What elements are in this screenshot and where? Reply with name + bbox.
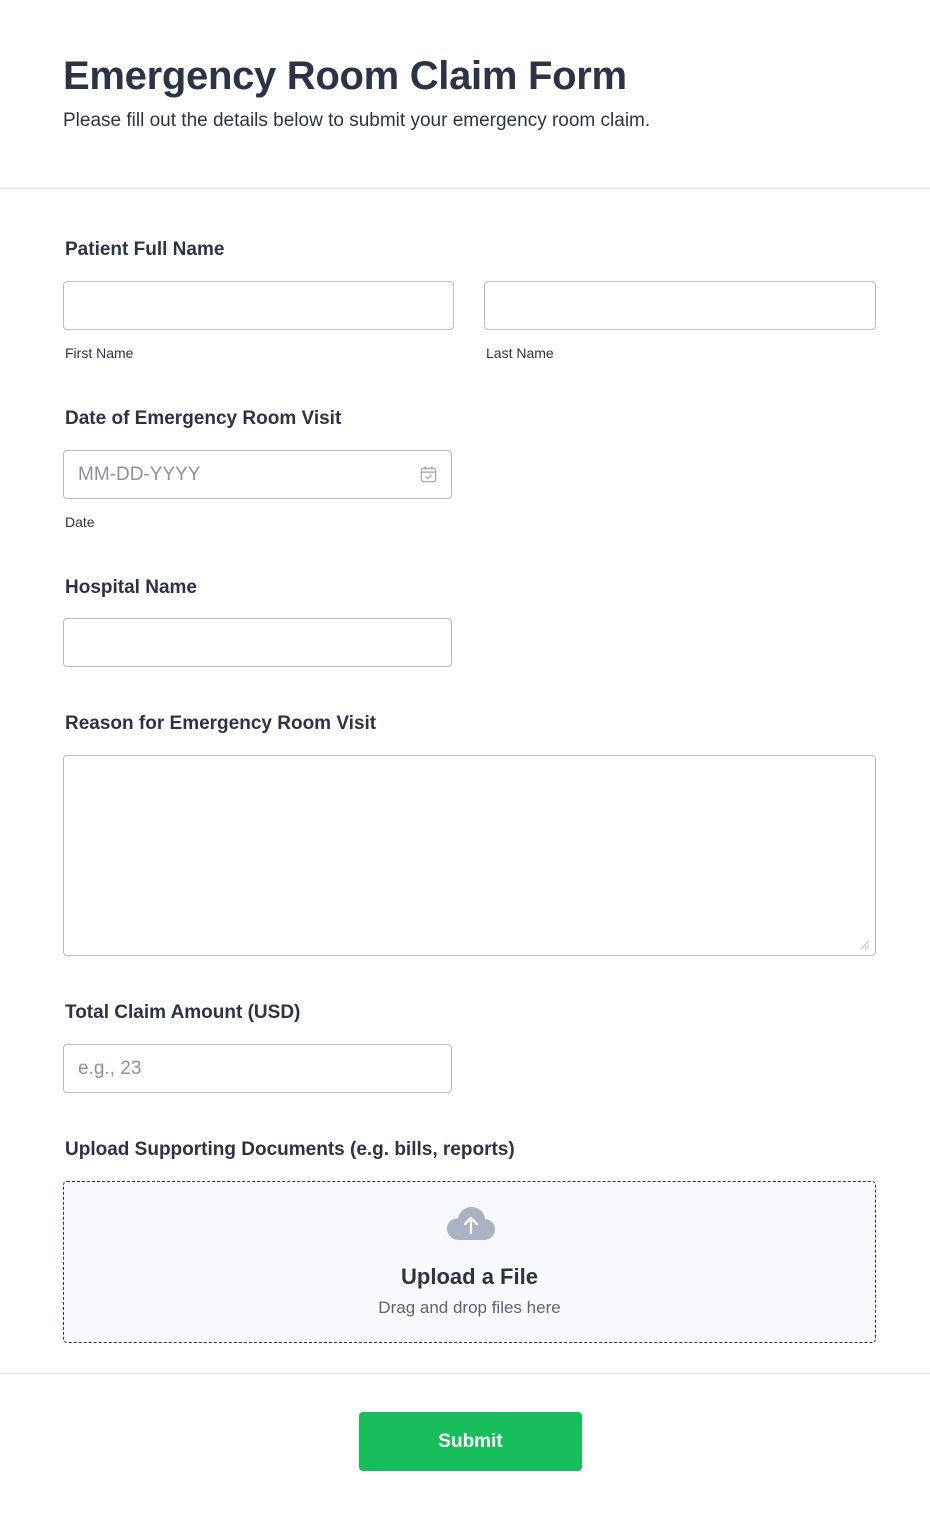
submit-button[interactable]: Submit: [359, 1412, 582, 1471]
visit-date-label: Date of Emergency Room Visit: [65, 408, 342, 429]
footer-divider: [0, 1373, 930, 1374]
first-name-sublabel: First Name: [65, 345, 134, 361]
hospital-name-input[interactable]: [63, 618, 452, 667]
calendar-icon[interactable]: [419, 465, 438, 484]
last-name-sublabel: Last Name: [486, 345, 554, 361]
form-header: [0, 0, 930, 189]
reason-label: Reason for Emergency Room Visit: [65, 713, 377, 734]
upload-title: Upload a File: [401, 1264, 538, 1289]
claim-amount-label: Total Claim Amount (USD): [65, 1002, 301, 1023]
file-upload-dropzone[interactable]: [63, 1181, 876, 1343]
first-name-input[interactable]: [63, 281, 454, 330]
claim-amount-input[interactable]: [63, 1044, 452, 1093]
cloud-upload-icon: [446, 1206, 496, 1244]
resize-grip-icon[interactable]: [858, 938, 870, 950]
patient-name-label: Patient Full Name: [65, 239, 225, 260]
upload-label: Upload Supporting Documents (e.g. bills, reports): [65, 1139, 515, 1160]
form-title: Emergency Room Claim Form: [63, 54, 627, 98]
visit-date-field: [63, 450, 452, 499]
reason-textarea[interactable]: [63, 755, 876, 956]
visit-date-input[interactable]: [63, 450, 452, 499]
last-name-input[interactable]: [484, 281, 876, 330]
visit-date-sublabel: Date: [65, 514, 95, 530]
upload-subtitle: Drag and drop files here: [378, 1298, 561, 1317]
form-subtitle: Please fill out the details below to submit your emergency room claim.: [63, 110, 651, 131]
hospital-name-label: Hospital Name: [65, 577, 197, 598]
